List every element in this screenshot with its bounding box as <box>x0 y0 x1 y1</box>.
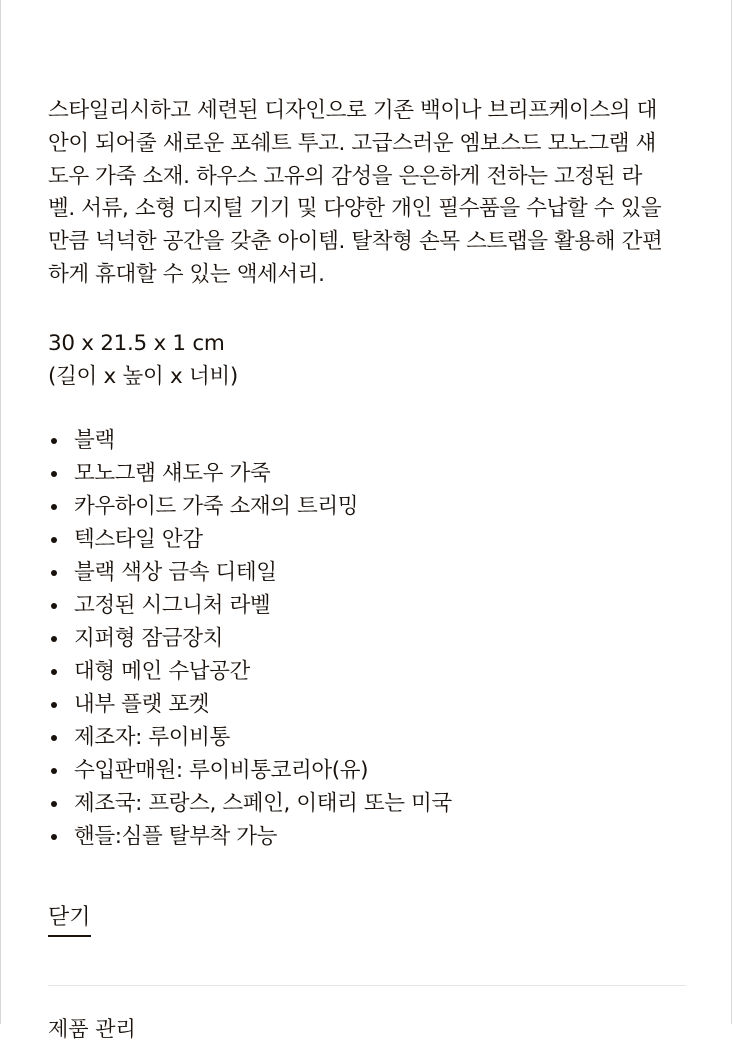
feature-item: 대형 메인 수납공간 <box>48 655 688 688</box>
feature-item: 핸들:심플 탈부착 가능 <box>48 820 688 853</box>
next-section-heading[interactable]: 제품 관리 <box>48 1017 136 1041</box>
dimensions-legend: (길이 x 높이 x 너비) <box>48 363 238 389</box>
description-line: 벨. 서류, 소형 디지털 기기 및 다양한 개인 필수품을 수납할 수 있을 <box>48 196 662 222</box>
description-line: 만큼 넉넉한 공간을 갖춘 아이템. 탈착형 손목 스트랩을 활용해 간편 <box>48 229 663 255</box>
feature-item: 블랙 <box>48 424 688 457</box>
feature-item: 텍스타일 안감 <box>48 523 688 556</box>
feature-list <box>48 424 688 853</box>
feature-item: 모노그램 섀도우 가죽 <box>48 457 688 490</box>
feature-item: 지퍼형 잠금장치 <box>48 622 688 655</box>
feature-item: 수입판매원: 루이비통코리아(유) <box>48 754 688 787</box>
description-line: 안이 되어줄 새로운 포쉐트 투고. 고급스러운 엠보스드 모노그램 섀 <box>48 130 656 156</box>
feature-item: 내부 플랫 포켓 <box>48 688 688 721</box>
product-description <box>48 95 693 292</box>
dimensions-size: 30 x 21.5 x 1 cm <box>48 331 225 356</box>
close-button[interactable]: 닫기 <box>48 902 91 937</box>
feature-item: 제조국: 프랑스, 스페인, 이태리 또는 미국 <box>48 787 688 820</box>
feature-item: 블랙 색상 금속 디테일 <box>48 556 688 589</box>
description-line: 도우 가죽 소재. 하우스 고유의 감성을 은은하게 전하는 고정된 라 <box>48 163 642 189</box>
description-line: 스타일리시하고 세련된 디자인으로 기존 백이나 브리프케이스의 대 <box>48 98 657 123</box>
product-dimensions <box>48 328 688 394</box>
description-line: 하게 휴대할 수 있는 액세서리. <box>48 261 325 287</box>
feature-item: 제조자: 루이비통 <box>48 721 688 754</box>
feature-item: 카우하이드 가죽 소재의 트리밍 <box>48 490 688 523</box>
feature-item: 고정된 시그니처 라벨 <box>48 589 688 622</box>
section-divider <box>48 985 686 986</box>
